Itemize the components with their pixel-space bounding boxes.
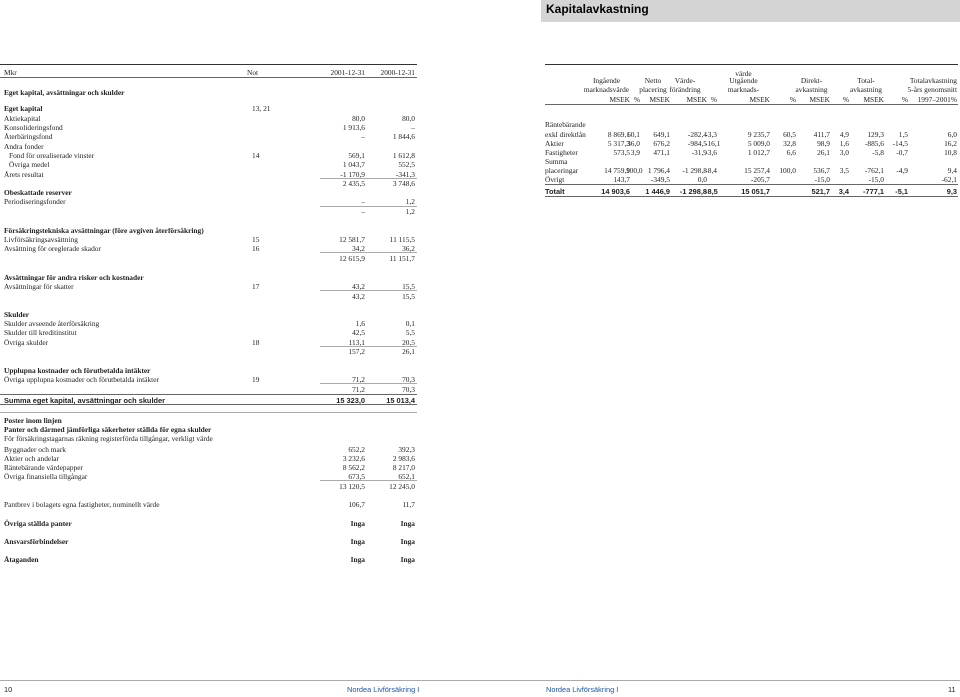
table-cell: -762,1	[864, 166, 884, 175]
col-header: Ingående	[592, 76, 621, 85]
value-2001: Inga	[350, 555, 365, 564]
value-2001: 80,0	[352, 114, 365, 123]
section-heading: Eget kapital	[4, 104, 43, 113]
table-cell: -3,6	[705, 148, 717, 157]
row-label: Avsättningar för skatter	[4, 282, 74, 291]
value-2001: 2 435,5	[342, 179, 365, 188]
value-2000: -341,3	[395, 170, 415, 179]
col-header: avkastning	[849, 85, 883, 94]
col-header: förändring	[669, 85, 701, 94]
value-2000: 70,3	[402, 375, 415, 384]
value-2001: 12 581,7	[339, 235, 365, 244]
row-label: Andra fonder	[4, 142, 44, 151]
row-note: 13, 21	[252, 104, 271, 113]
col-header: marknadsvärde	[583, 85, 630, 94]
table-cell: -1 298,8	[682, 166, 707, 175]
value-2001: 43,2	[352, 292, 365, 301]
table-cell: 3,0	[839, 148, 849, 157]
table-cell: 1,6	[839, 139, 849, 148]
value-2001: 12 615,9	[339, 254, 365, 263]
table-cell: 1 446,9	[645, 187, 670, 196]
value-2000: 652,1	[398, 472, 415, 481]
section-heading: Summa eget kapital, avsättningar och skulder	[4, 396, 166, 405]
row-label: Avsättning för oreglerade skador	[4, 244, 101, 253]
row-label: Räntebärande värdepapper	[4, 463, 83, 472]
value-2000: 1,2	[405, 197, 415, 206]
value-2001: 42,5	[352, 328, 365, 337]
table-cell: 1 012,7	[747, 148, 770, 157]
publisher-left: Nordea Livförsäkring I	[347, 685, 420, 694]
publisher-right: Nordea Livförsäkring I	[546, 685, 619, 694]
table-cell: 471,1	[653, 148, 670, 157]
col-header-note: Not	[247, 68, 259, 77]
col-header: Total-	[857, 76, 875, 85]
value-2001: 673,5	[348, 472, 365, 481]
table-cell: -0,7	[896, 148, 908, 157]
value-2001: –	[361, 132, 365, 141]
table-cell: 4,9	[839, 130, 849, 139]
value-2000: 1 844,6	[392, 132, 415, 141]
value-2000: 15,5	[402, 282, 415, 291]
col-header: MSEK	[809, 95, 830, 104]
col-header: avkastning	[795, 85, 828, 94]
table-cell: 649,1	[653, 130, 670, 139]
value-2001: –	[361, 197, 365, 206]
section-heading: Skulder	[4, 310, 30, 319]
value-2001: 13 120,5	[339, 482, 365, 491]
value-2000: Inga	[400, 555, 415, 564]
row-label: placeringar	[545, 166, 579, 175]
table-cell: -5,8	[872, 148, 884, 157]
row-note: 15	[252, 235, 260, 244]
table-cell: 143,7	[613, 175, 630, 184]
section-header	[541, 0, 960, 22]
value-2000: 552,5	[398, 160, 415, 169]
value-2000: 0,1	[405, 319, 415, 328]
value-2000: 15,5	[402, 292, 415, 301]
returns-total-rule-bottom	[545, 196, 958, 197]
row-note: 16	[252, 244, 260, 253]
row-label: Skulder till kreditinstitut	[4, 328, 77, 337]
value-2000: 11,7	[402, 500, 415, 509]
value-2000: 2 983,6	[392, 454, 415, 463]
row-label: Livförsäkringsavsättning	[4, 235, 78, 244]
row-label: Byggnader och mark	[4, 445, 66, 454]
section-heading: Ansvarsförbindelser	[4, 537, 69, 546]
section-heading: Poster inom linjen	[4, 416, 62, 425]
row-label: Totalt	[545, 187, 565, 196]
row-label: Fond för orealiserade vinster	[9, 151, 95, 160]
col-header: MSEK	[686, 95, 707, 104]
row-label: Fastigheter	[545, 148, 578, 157]
col-header: %	[789, 95, 796, 104]
page-number-left: 10	[4, 685, 13, 694]
section-heading: Åtaganden	[4, 555, 39, 564]
table-cell: -205,7	[750, 175, 770, 184]
table-cell: -282,4	[687, 130, 707, 139]
table-cell: 60,5	[783, 130, 796, 139]
table-cell: 9 235,7	[747, 130, 770, 139]
col-header: Totalavkastning	[909, 76, 957, 85]
value-2000: 392,3	[398, 445, 415, 454]
value-2001: 157,2	[348, 347, 365, 356]
table-cell: 0,0	[697, 175, 707, 184]
value-2001: Inga	[350, 537, 365, 546]
value-2000: 8 217,0	[392, 463, 415, 472]
col-header-mkr: Mkr	[4, 68, 17, 77]
section-heading: Försäkringstekniska avsättningar (före avgiven återförsäkring)	[4, 226, 204, 235]
footer-divider	[0, 680, 960, 681]
table-cell: 5 009,0	[747, 139, 770, 148]
col-header: %	[901, 95, 908, 104]
col-header-2000: 2000-12-31	[380, 68, 415, 77]
col-header: MSEK	[649, 95, 670, 104]
value-2001: 1 913,6	[342, 123, 365, 132]
table-cell: 14 903,6	[601, 187, 630, 196]
row-label: Aktier och andelar	[4, 454, 59, 463]
value-2001: 71,2	[352, 385, 365, 394]
table-cell: 129,3	[867, 130, 884, 139]
col-header: %	[633, 95, 640, 104]
col-header: 5-års genomsnitt	[907, 85, 957, 94]
table-cell: 32,8	[783, 139, 796, 148]
table-cell: -4,9	[896, 166, 908, 175]
row-label: Övriga upplupna kostnader och förutbetalda intäkter	[4, 375, 159, 384]
table-cell: 6,0	[947, 130, 957, 139]
col-header: Direkt-	[800, 76, 823, 85]
row-label: Övrigt	[545, 175, 565, 184]
col-header: Värde-	[674, 76, 696, 85]
section-heading: Eget kapital, avsättningar och skulder	[4, 88, 125, 97]
col-header: MSEK	[609, 95, 630, 104]
row-label: Övriga skulder	[4, 338, 49, 347]
table-cell: 3,9	[630, 148, 640, 157]
value-2001: 8 562,2	[342, 463, 365, 472]
col-header: värde	[735, 69, 752, 78]
table-cell: 411,7	[813, 130, 830, 139]
table-cell: 60,1	[627, 130, 640, 139]
value-2001: 43,2	[352, 282, 365, 291]
value-2000: 36,2	[402, 244, 415, 253]
value-2001: 1,6	[355, 319, 365, 328]
value-2001: -1 170,9	[340, 170, 365, 179]
section-heading: Avsättningar för andra risker och kostnader	[4, 273, 144, 282]
table-cell: -5,1	[895, 187, 908, 196]
table-cell: -14,5	[892, 139, 908, 148]
col-header-2001: 2001-12-31	[330, 68, 365, 77]
table-cell: 676,2	[653, 139, 670, 148]
header-rule	[0, 77, 417, 78]
value-2001: 569,1	[348, 151, 365, 160]
table-cell: 14 759,9	[604, 166, 630, 175]
value-2001: 15 323,0	[336, 396, 365, 405]
col-header: Netto	[644, 76, 662, 85]
value-2001: 106,7	[348, 500, 365, 509]
table-cell: 98,9	[817, 139, 830, 148]
row-note: 14	[252, 151, 260, 160]
table-cell: -1 298,8	[679, 187, 707, 196]
table-cell: -62,1	[941, 175, 957, 184]
section-heading: Övriga ställda panter	[4, 519, 72, 528]
grand-total-rule-top	[0, 394, 417, 395]
value-2000: 11 115,5	[389, 235, 415, 244]
row-label: Årets resultat	[4, 170, 44, 179]
value-2000: 80,0	[402, 114, 415, 123]
table-cell: 573,5	[613, 148, 630, 157]
row-label: Pantbrev i bolagets egna fastigheter, nominellt värde	[4, 500, 160, 509]
row-label: För försäkringstagarnas räkning registerförda tillgångar, verkligt värde	[4, 434, 213, 443]
value-2000: Inga	[400, 537, 415, 546]
table-cell: 1,5	[898, 130, 908, 139]
row-label: Periodiseringsfonder	[4, 197, 66, 206]
value-2001: 652,2	[348, 445, 365, 454]
section-title: Kapitalavkastning	[546, 2, 649, 16]
table-top-rule	[0, 64, 417, 65]
page-number-right: 11	[948, 685, 956, 694]
returns-total-rule-top	[545, 184, 958, 185]
row-label: Aktier	[545, 139, 564, 148]
section-rule	[0, 412, 417, 413]
table-cell: 8 869,1	[607, 130, 630, 139]
value-2001: 1 043,7	[342, 160, 365, 169]
table-cell: 100,0	[626, 166, 643, 175]
table-cell: -984,5	[687, 139, 707, 148]
table-cell: 536,7	[813, 166, 830, 175]
row-label: Skulder avseende återförsäkring	[4, 319, 100, 328]
col-header: MSEK	[749, 95, 770, 104]
table-cell: 5 317,3	[607, 139, 630, 148]
value-2000: 1 612,8	[392, 151, 415, 160]
value-2001: 113,1	[348, 338, 365, 347]
table-cell: 15 257,4	[744, 166, 770, 175]
section-heading: Panter och därmed jämförliga säkerheter ställda för egna skulder	[4, 425, 212, 434]
table-cell: -777,1	[863, 187, 884, 196]
table-cell: 15 051,7	[741, 187, 770, 196]
returns-header-rule	[545, 104, 958, 105]
value-2001: –	[361, 207, 365, 216]
section-heading: Obeskattade reserver	[4, 188, 72, 197]
table-cell: -3,3	[705, 130, 717, 139]
table-cell: 9,3	[946, 187, 957, 196]
table-cell: 1 796,4	[647, 166, 670, 175]
table-cell: 3,5	[839, 166, 849, 175]
col-header: MSEK	[863, 95, 884, 104]
row-label: Aktiekapital	[4, 114, 41, 123]
value-2000: 15 013,4	[386, 396, 415, 405]
value-2000: 70,3	[402, 385, 415, 394]
table-cell: 521,7	[811, 187, 830, 196]
col-header: %	[710, 95, 717, 104]
table-cell: -31,9	[691, 148, 707, 157]
returns-top-rule	[545, 64, 958, 65]
row-label: Övriga medel	[9, 160, 50, 169]
table-cell: -8,4	[705, 166, 717, 175]
row-label: Återbäringsfond	[4, 132, 53, 141]
value-2001: 34,2	[352, 244, 365, 253]
col-header: marknads-	[727, 85, 760, 94]
value-2000: 5,5	[405, 328, 415, 337]
section-heading: Upplupna kostnader och förutbetalda intäkter	[4, 366, 151, 375]
value-2001: 71,2	[352, 375, 365, 384]
table-cell: 6,6	[786, 148, 796, 157]
col-header: %	[842, 95, 849, 104]
table-cell: 36,0	[627, 139, 640, 148]
table-cell: 100,0	[779, 166, 796, 175]
value-2000: 26,1	[402, 347, 415, 356]
table-cell: 16,2	[944, 139, 957, 148]
row-note: 19	[252, 375, 260, 384]
value-2000: –	[411, 123, 415, 132]
table-cell: -15,0	[868, 175, 884, 184]
value-2001: 3 232,6	[342, 454, 365, 463]
table-cell: 9,4	[947, 166, 957, 175]
row-label: Övriga finansiella tillgångar	[4, 472, 88, 481]
row-note: 18	[252, 338, 260, 347]
value-2000: 3 748,6	[392, 179, 415, 188]
table-cell: -349,5	[650, 175, 670, 184]
col-header: Utgående	[729, 76, 758, 85]
value-2001: Inga	[350, 519, 365, 528]
table-cell: 3,4	[838, 187, 849, 196]
table-cell: 26,1	[817, 148, 830, 157]
value-2000: 12 245,0	[389, 482, 415, 491]
value-2000: 1,2	[405, 207, 415, 216]
table-cell: -885,6	[864, 139, 884, 148]
value-2000: Inga	[400, 519, 415, 528]
col-header: 1997–2001%	[917, 95, 957, 104]
row-note: 17	[252, 282, 260, 291]
row-label: Konsolideringsfond	[4, 123, 63, 132]
table-cell: -8,5	[705, 187, 718, 196]
col-header: placering	[639, 85, 667, 94]
table-cell: -15,0	[814, 175, 830, 184]
row-label: Summa	[545, 157, 568, 166]
row-label: Räntebärande	[545, 120, 586, 129]
table-cell: 10,8	[944, 148, 957, 157]
value-2000: 11 151,7	[389, 254, 415, 263]
table-cell: -16,1	[705, 139, 721, 148]
value-2000: 20,5	[402, 338, 415, 347]
row-label: exkl direktlån	[545, 130, 586, 139]
